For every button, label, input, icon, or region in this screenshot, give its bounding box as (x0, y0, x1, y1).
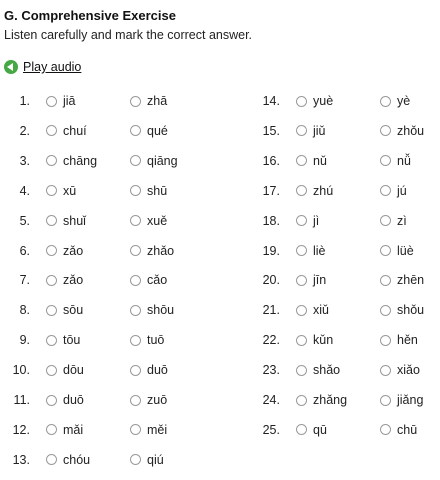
question-row (0, 91, 180, 111)
option-label: duō (63, 393, 84, 407)
option-label: dōu (63, 363, 84, 378)
option-b[interactable] (380, 393, 423, 407)
question-number: 21. (262, 303, 280, 318)
option-label: jiǎng (397, 393, 424, 407)
option-a[interactable] (296, 244, 326, 258)
radio-button[interactable] (380, 185, 391, 196)
question-number: 6. (19, 243, 30, 258)
question-row (0, 300, 180, 320)
radio-button[interactable] (130, 185, 141, 196)
option-label: chū (397, 422, 418, 437)
question-row (250, 270, 430, 290)
option-label: shǒu (397, 303, 425, 318)
radio-button[interactable] (380, 335, 391, 346)
question-number: 7. (19, 273, 30, 288)
option-a[interactable] (296, 214, 319, 228)
option-a[interactable] (296, 393, 347, 407)
radio-button[interactable] (296, 245, 307, 256)
play-audio-label[interactable]: Play audio (23, 60, 82, 74)
option-label: cǎo (147, 273, 168, 288)
question-row (250, 151, 430, 171)
option-a[interactable] (296, 273, 326, 287)
option-label: jiā (63, 94, 76, 108)
radio-button[interactable] (380, 305, 391, 316)
option-label: chóu (63, 452, 91, 467)
option-label: měi (147, 422, 168, 437)
option-label: kǔn (313, 333, 334, 348)
radio-button[interactable] (46, 454, 57, 465)
option-b[interactable] (130, 94, 167, 108)
radio-button[interactable] (380, 365, 391, 376)
option-label: qué (147, 123, 168, 138)
question-number: 13. (12, 452, 30, 467)
question-number: 8. (19, 303, 30, 318)
radio-button[interactable] (296, 155, 307, 166)
option-label: qū (313, 422, 327, 437)
question-number: 18. (262, 213, 280, 228)
option-a[interactable] (46, 124, 87, 138)
question-number: 15. (262, 123, 280, 138)
radio-button[interactable] (130, 155, 141, 166)
option-label: xiǔ (313, 303, 329, 318)
question-number: 14. (262, 94, 280, 108)
question-row (250, 181, 430, 201)
option-label: yè (397, 94, 411, 108)
option-b[interactable] (130, 124, 168, 138)
option-a[interactable] (46, 214, 86, 228)
radio-button[interactable] (46, 185, 57, 196)
question-row (0, 270, 180, 290)
question-row (250, 300, 430, 320)
radio-button[interactable] (296, 275, 307, 286)
radio-button[interactable] (380, 275, 391, 286)
question-number: 9. (19, 333, 30, 348)
radio-button[interactable] (46, 155, 57, 166)
radio-button[interactable] (296, 215, 307, 226)
question-row (0, 241, 180, 261)
option-label: chuí (63, 123, 87, 138)
option-label: zuō (147, 393, 168, 407)
radio-button[interactable] (46, 395, 57, 406)
radio-button[interactable] (380, 215, 391, 226)
option-label: xuě (147, 213, 168, 228)
radio-button[interactable] (296, 365, 307, 376)
option-b[interactable] (380, 124, 424, 138)
option-label: zhú (313, 183, 334, 198)
option-a[interactable] (296, 303, 329, 317)
option-label: shuǐ (63, 213, 86, 228)
question-row (250, 390, 430, 410)
radio-button[interactable] (130, 454, 141, 465)
option-label: mǎi (63, 422, 84, 437)
option-label: lüè (397, 243, 414, 258)
radio-button[interactable] (130, 305, 141, 316)
question-number: 1. (19, 94, 30, 108)
option-label: shū (147, 183, 168, 198)
option-b[interactable] (380, 154, 411, 168)
option-a[interactable] (46, 154, 97, 168)
exercise-instruction: Listen carefully and mark the correct answer. (4, 28, 253, 42)
option-label: zì (397, 213, 407, 228)
radio-button[interactable] (380, 155, 391, 166)
option-a[interactable] (46, 333, 80, 347)
radio-button[interactable] (130, 96, 141, 107)
question-row (0, 450, 180, 470)
option-label: qiú (147, 452, 164, 467)
radio-button[interactable] (46, 275, 57, 286)
option-label: tōu (63, 333, 81, 348)
radio-button[interactable] (130, 424, 141, 435)
option-label: yuè (313, 94, 334, 108)
option-b[interactable] (130, 303, 174, 317)
radio-button[interactable] (130, 365, 141, 376)
question-row (250, 91, 430, 111)
option-label: liè (313, 243, 326, 258)
question-row (250, 121, 430, 141)
radio-button[interactable] (130, 395, 141, 406)
question-number: 2. (19, 123, 30, 138)
option-label: zǎo (63, 243, 84, 258)
radio-button[interactable] (46, 215, 57, 226)
option-a[interactable] (296, 94, 333, 108)
radio-button[interactable] (296, 335, 307, 346)
option-b[interactable] (130, 214, 167, 228)
option-label: zhǎng (313, 393, 348, 407)
option-a[interactable] (46, 453, 90, 467)
option-a[interactable] (46, 244, 83, 258)
radio-button[interactable] (130, 275, 141, 286)
speaker-play-icon[interactable] (4, 60, 18, 74)
radio-button[interactable] (380, 125, 391, 136)
question-number: 5. (19, 213, 30, 228)
option-label: shǎo (313, 363, 341, 378)
option-label: qiāng (147, 153, 178, 168)
option-b[interactable] (380, 214, 407, 228)
radio-button[interactable] (296, 395, 307, 406)
option-label: shōu (147, 303, 175, 318)
question-row (0, 181, 180, 201)
option-label: xū (63, 183, 77, 198)
option-a[interactable] (46, 94, 76, 108)
radio-button[interactable] (130, 215, 141, 226)
question-row (0, 420, 180, 440)
option-a[interactable] (46, 303, 83, 317)
option-a[interactable] (46, 393, 84, 407)
question-number: 12. (12, 422, 30, 437)
option-label: zhēn (397, 273, 425, 288)
question-number: 23. (262, 363, 280, 378)
question-row (0, 390, 180, 410)
option-b[interactable] (130, 244, 174, 258)
question-number: 25. (262, 422, 280, 437)
radio-button[interactable] (130, 245, 141, 256)
radio-button[interactable] (130, 335, 141, 346)
question-row (250, 211, 430, 231)
option-a[interactable] (296, 184, 333, 198)
option-b[interactable] (380, 363, 420, 377)
option-b[interactable] (130, 453, 164, 467)
option-a[interactable] (46, 423, 83, 437)
option-label: jì (313, 213, 320, 228)
option-b[interactable] (380, 423, 417, 437)
option-label: duō (147, 363, 168, 378)
option-b[interactable] (380, 273, 424, 287)
question-row (0, 121, 180, 141)
question-number: 22. (262, 333, 280, 348)
option-label: jiǔ (313, 123, 326, 138)
option-b[interactable] (380, 94, 410, 108)
question-number: 20. (262, 273, 280, 288)
question-number: 4. (19, 183, 30, 198)
option-a[interactable] (296, 423, 327, 437)
radio-button[interactable] (46, 424, 57, 435)
radio-button[interactable] (380, 96, 391, 107)
option-a[interactable] (46, 363, 84, 377)
question-number: 10. (12, 363, 30, 378)
option-label: tuō (147, 333, 165, 348)
radio-button[interactable] (296, 96, 307, 107)
question-number: 17. (262, 183, 280, 198)
option-b[interactable] (130, 363, 168, 377)
option-b[interactable] (130, 154, 178, 168)
radio-button[interactable] (296, 125, 307, 136)
radio-button[interactable] (296, 305, 307, 316)
option-label: sōu (63, 303, 84, 318)
question-row (250, 360, 430, 380)
option-label: zhǎo (147, 243, 175, 258)
option-b[interactable] (130, 393, 167, 407)
radio-button[interactable] (46, 125, 57, 136)
option-label: chāng (63, 153, 98, 168)
question-row (250, 241, 430, 261)
option-a[interactable] (296, 124, 326, 138)
question-number: 3. (19, 153, 30, 168)
option-a[interactable] (296, 333, 333, 347)
option-label: zǎo (63, 273, 84, 288)
radio-button[interactable] (46, 305, 57, 316)
radio-button[interactable] (46, 96, 57, 107)
option-b[interactable] (130, 333, 164, 347)
question-row (250, 330, 430, 350)
option-a[interactable] (46, 273, 83, 287)
question-row (250, 420, 430, 440)
option-b[interactable] (380, 333, 418, 347)
option-label: jīn (313, 273, 327, 288)
question-row (0, 211, 180, 231)
question-number: 11. (13, 393, 30, 407)
radio-button[interactable] (296, 185, 307, 196)
option-label: zhǒu (397, 123, 425, 138)
option-b[interactable] (380, 244, 414, 258)
radio-button[interactable] (130, 125, 141, 136)
option-label: nǔ (313, 153, 327, 168)
option-a[interactable] (296, 363, 340, 377)
question-number: 16. (262, 153, 280, 168)
option-label: jú (397, 183, 407, 198)
option-b[interactable] (130, 184, 167, 198)
question-row (0, 360, 180, 380)
option-b[interactable] (130, 423, 167, 437)
radio-button[interactable] (46, 365, 57, 376)
radio-button[interactable] (380, 245, 391, 256)
option-label: zhā (147, 94, 168, 108)
question-number: 19. (262, 243, 280, 258)
option-label: nǚ (397, 153, 411, 168)
option-b[interactable] (380, 184, 407, 198)
radio-button[interactable] (46, 335, 57, 346)
question-number: 24. (262, 393, 280, 407)
option-label: hěn (397, 333, 418, 348)
radio-button[interactable] (380, 395, 391, 406)
option-a[interactable] (296, 154, 327, 168)
option-b[interactable] (380, 303, 424, 317)
radio-button[interactable] (46, 245, 57, 256)
question-row (0, 151, 180, 171)
option-a[interactable] (46, 184, 76, 198)
question-row (0, 330, 180, 350)
radio-button[interactable] (296, 424, 307, 435)
radio-button[interactable] (380, 424, 391, 435)
play-audio-link[interactable] (4, 60, 81, 74)
exercise-title: G. Comprehensive Exercise (4, 8, 176, 23)
option-b[interactable] (130, 273, 167, 287)
option-label: xiǎo (397, 363, 420, 378)
